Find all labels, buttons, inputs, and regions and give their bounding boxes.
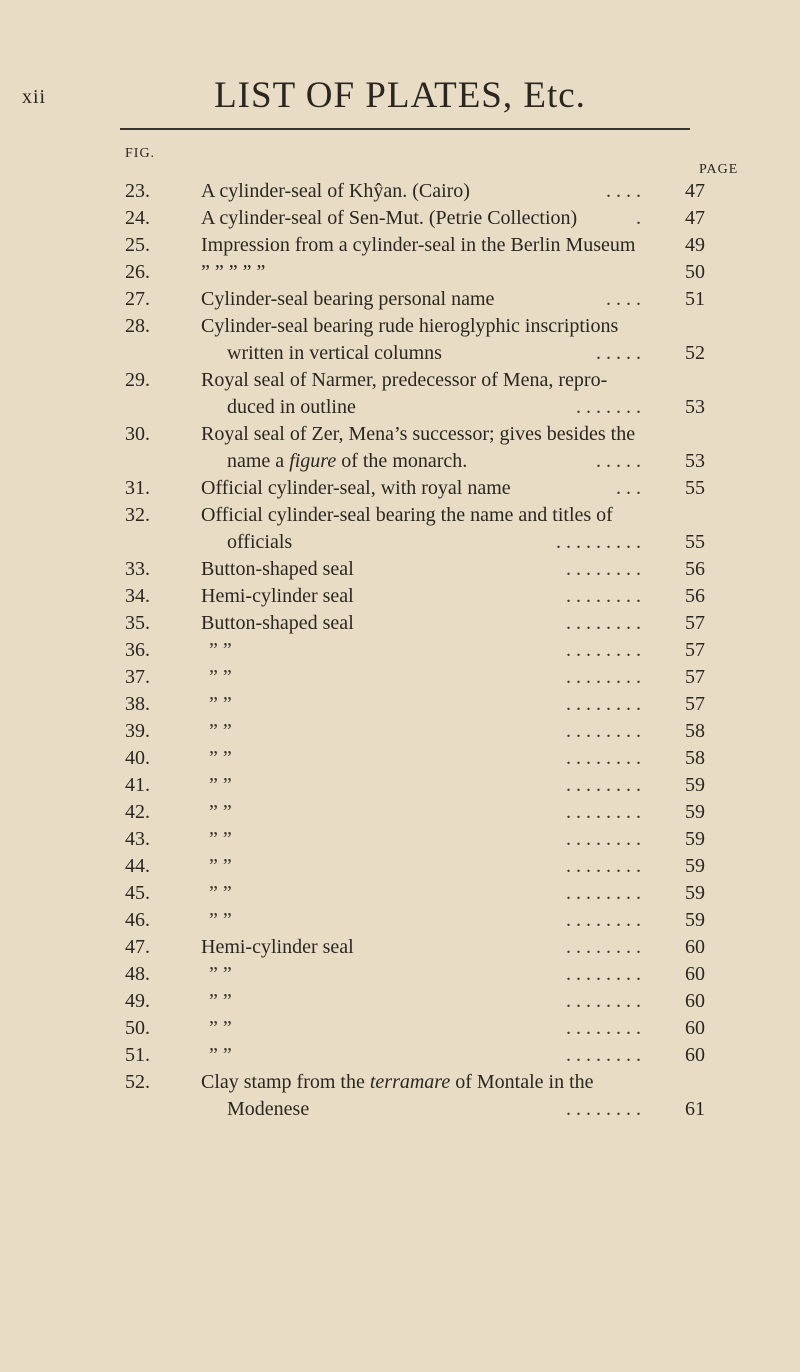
page-ref: 47 [685, 207, 705, 229]
entry-text [201, 556, 641, 583]
list-item [0, 556, 800, 583]
fig-number: 35. [125, 612, 150, 634]
entry-text [201, 961, 641, 988]
fig-number: 36. [125, 639, 150, 661]
entry-line-text: Modenese [227, 1098, 310, 1120]
page-ref: 55 [685, 477, 705, 499]
plates-list [0, 178, 800, 1123]
leader-dots: . . . . . . . . [566, 747, 641, 769]
fig-number: 23. [125, 180, 150, 202]
entry-line [201, 1096, 641, 1123]
page-number: xii [22, 86, 47, 108]
fig-column-label: FIG. [125, 146, 156, 161]
entry-line [201, 853, 641, 880]
entry-text [201, 799, 641, 826]
page-ref: 57 [685, 666, 705, 688]
entry-line-text: Official cylinder-seal, with royal name [201, 477, 511, 499]
entry-line [201, 961, 641, 988]
entry-text [201, 772, 641, 799]
fig-number: 49. [125, 990, 150, 1012]
entry-text [201, 259, 641, 286]
entry-line [201, 475, 641, 502]
fig-number: 33. [125, 558, 150, 580]
entry-text [201, 745, 641, 772]
fig-number: 41. [125, 774, 150, 796]
list-item [0, 205, 800, 232]
page-ref: 59 [685, 828, 705, 850]
leader-dots: . . . . . . . . [566, 801, 641, 823]
list-item [0, 178, 800, 205]
fig-number: 43. [125, 828, 150, 850]
list-item [0, 313, 800, 367]
entry-line [201, 1069, 641, 1096]
leader-dots: . . . . . [596, 450, 641, 472]
fig-number: 34. [125, 585, 150, 607]
list-item [0, 232, 800, 259]
fig-number: 44. [125, 855, 150, 877]
entry-text [201, 367, 641, 421]
leader-dots: . . . . . . . . [566, 882, 641, 904]
entry-text [201, 610, 641, 637]
leader-dots: . . . [616, 477, 641, 499]
fig-number: 47. [125, 936, 150, 958]
fig-number: 25. [125, 234, 150, 256]
entry-line-text: Cylinder-seal bearing personal name [201, 288, 495, 310]
entry-line [201, 718, 641, 745]
list-item [0, 286, 800, 313]
list-item [0, 826, 800, 853]
fig-number: 46. [125, 909, 150, 931]
ditto-marks: ” ” [209, 666, 232, 688]
entry-line-text: name a figure of the monarch. [227, 450, 468, 472]
page-ref: 59 [685, 909, 705, 931]
list-item [0, 799, 800, 826]
leader-dots: . . . . . . . . . [556, 531, 641, 553]
entry-line-text: Royal seal of Zer, Mena’s successor; gives besides the [201, 423, 636, 445]
entry-line-text: Official cylinder-seal bearing the name and titles of [201, 504, 613, 526]
fig-number: 31. [125, 477, 150, 499]
ditto-marks: ” ” [209, 909, 232, 931]
fig-number: 50. [125, 1017, 150, 1039]
list-item [0, 421, 800, 475]
page-ref: 59 [685, 801, 705, 823]
page-ref: 49 [685, 234, 705, 256]
leader-dots: . . . . . . . . [566, 828, 641, 850]
page-ref: 59 [685, 855, 705, 877]
entry-line [201, 1042, 641, 1069]
list-item [0, 772, 800, 799]
page-ref: 50 [685, 261, 705, 283]
list-item [0, 367, 800, 421]
fig-number: 27. [125, 288, 150, 310]
fig-number: 51. [125, 1044, 150, 1066]
page-ref: 60 [685, 1044, 705, 1066]
page-ref: 57 [685, 612, 705, 634]
fig-number: 48. [125, 963, 150, 985]
leader-dots: . . . . . . . . [566, 1017, 641, 1039]
entry-line [201, 502, 641, 529]
entry-text [201, 502, 641, 556]
entry-line [201, 907, 641, 934]
list-item [0, 664, 800, 691]
entry-line-text: A cylinder-seal of Sen-Mut. (Petrie Collection) [201, 207, 578, 229]
entry-line [201, 988, 641, 1015]
fig-number: 38. [125, 693, 150, 715]
leader-dots: . . . . . . . . [566, 963, 641, 985]
list-item [0, 1069, 800, 1123]
fig-number: 24. [125, 207, 150, 229]
leader-dots: . . . . . . . . [566, 639, 641, 661]
page-ref: 60 [685, 963, 705, 985]
fig-number: 32. [125, 504, 150, 526]
entry-line-text: Royal seal of Narmer, predecessor of Mena, repro- [201, 369, 608, 391]
list-item [0, 475, 800, 502]
page-ref: 57 [685, 639, 705, 661]
list-item [0, 1015, 800, 1042]
entry-line-text: Clay stamp from the terramare of Montale in the [201, 1071, 594, 1093]
page-ref: 59 [685, 882, 705, 904]
list-item [0, 691, 800, 718]
page-ref: 60 [685, 1017, 705, 1039]
leader-dots: . . . . . . . . [566, 855, 641, 877]
page-column-label: PAGE [699, 162, 739, 177]
entry-text [201, 826, 641, 853]
entry-text [201, 691, 641, 718]
list-item [0, 853, 800, 880]
ditto-marks: ” ” [209, 693, 232, 715]
entry-text [201, 205, 641, 232]
leader-dots: . . . . . . . . [566, 585, 641, 607]
list-item [0, 961, 800, 988]
entry-text [201, 1015, 641, 1042]
ditto-marks: ” ” [209, 882, 232, 904]
page-ref: 56 [685, 558, 705, 580]
list-item [0, 880, 800, 907]
fig-number: 39. [125, 720, 150, 742]
leader-dots: . . . . . [596, 342, 641, 364]
list-item [0, 988, 800, 1015]
entry-line [201, 826, 641, 853]
fig-number: 29. [125, 369, 150, 391]
entry-line-text: ” ” ” ” ” [201, 261, 266, 283]
ditto-marks: ” ” [209, 855, 232, 877]
leader-dots: . . . . . . . . [566, 1044, 641, 1066]
entry-text [201, 421, 641, 475]
entry-text [201, 286, 641, 313]
entry-line-text: Impression from a cylinder-seal in the Berlin Museum [201, 234, 636, 256]
entry-text [201, 583, 641, 610]
entry-text [201, 934, 641, 961]
page-ref: 53 [685, 396, 705, 418]
running-head: LIST OF PLATES, Etc. [214, 75, 586, 116]
page-ref: 58 [685, 720, 705, 742]
entry-line [201, 421, 641, 448]
entry-line [201, 637, 641, 664]
entry-text [201, 1069, 641, 1123]
entry-line [201, 583, 641, 610]
entry-line [201, 745, 641, 772]
page-ref: 56 [685, 585, 705, 607]
leader-dots: . . . . . . . . [566, 774, 641, 796]
entry-line [201, 313, 641, 340]
entry-line [201, 232, 641, 259]
page-ref: 55 [685, 531, 705, 553]
list-item [0, 610, 800, 637]
leader-dots: . . . . [606, 180, 641, 202]
leader-dots: . . . . . . . . [566, 693, 641, 715]
entry-line [201, 286, 641, 313]
page-ref: 47 [685, 180, 705, 202]
page-ref: 61 [685, 1098, 705, 1120]
entry-text [201, 880, 641, 907]
page-ref: 53 [685, 450, 705, 472]
fig-number: 42. [125, 801, 150, 823]
entry-text [201, 178, 641, 205]
list-item [0, 718, 800, 745]
entry-line-text: Button-shaped seal [201, 558, 354, 580]
entry-line [201, 340, 641, 367]
leader-dots: . . . . . . . . [566, 909, 641, 931]
entry-line [201, 259, 641, 286]
list-item [0, 934, 800, 961]
entry-line-text: written in vertical columns [227, 342, 442, 364]
entry-line-text: Button-shaped seal [201, 612, 354, 634]
entry-line [201, 880, 641, 907]
header-rule [120, 128, 690, 130]
fig-number: 40. [125, 747, 150, 769]
fig-number: 26. [125, 261, 150, 283]
list-item [0, 907, 800, 934]
entry-line [201, 448, 641, 475]
list-item [0, 502, 800, 556]
entry-line-text: Cylinder-seal bearing rude hieroglyphic inscriptions [201, 315, 619, 337]
entry-line [201, 934, 641, 961]
entry-line-text: Hemi-cylinder seal [201, 585, 354, 607]
entry-line [201, 1015, 641, 1042]
fig-number: 52. [125, 1071, 150, 1093]
ditto-marks: ” ” [209, 963, 232, 985]
leader-dots: . . . . . . . . [566, 720, 641, 742]
entry-text [201, 907, 641, 934]
entry-line [201, 529, 641, 556]
entry-text [201, 664, 641, 691]
italic-term: figure [289, 450, 337, 472]
entry-text [201, 475, 641, 502]
leader-dots: . [636, 207, 641, 229]
italic-term: terramare [369, 1071, 451, 1093]
entry-text [201, 313, 641, 367]
fig-number: 30. [125, 423, 150, 445]
entry-line-text: Hemi-cylinder seal [201, 936, 354, 958]
ditto-marks: ” ” [209, 1017, 232, 1039]
list-item [0, 259, 800, 286]
list-item [0, 637, 800, 664]
leader-dots: . . . . . . . . [566, 1098, 641, 1120]
entry-text [201, 718, 641, 745]
entry-text [201, 637, 641, 664]
leader-dots: . . . . . . . . [566, 558, 641, 580]
entry-line [201, 691, 641, 718]
fig-number: 28. [125, 315, 150, 337]
entry-line [201, 178, 641, 205]
fig-number: 37. [125, 666, 150, 688]
leader-dots: . . . . . . . [576, 396, 641, 418]
entry-line [201, 799, 641, 826]
page-ref: 57 [685, 693, 705, 715]
ditto-marks: ” ” [209, 774, 232, 796]
page-ref: 60 [685, 990, 705, 1012]
entry-line-text: duced in outline [227, 396, 356, 418]
entry-text [201, 853, 641, 880]
ditto-marks: ” ” [209, 990, 232, 1012]
entry-line [201, 367, 641, 394]
page-ref: 58 [685, 747, 705, 769]
ditto-marks: ” ” [209, 828, 232, 850]
entry-line-text: officials [227, 531, 293, 553]
entry-text [201, 232, 641, 259]
entry-line [201, 664, 641, 691]
entry-line [201, 556, 641, 583]
entry-line [201, 772, 641, 799]
ditto-marks: ” ” [209, 747, 232, 769]
entry-line [201, 394, 641, 421]
ditto-marks: ” ” [209, 1044, 232, 1066]
entry-line [201, 205, 641, 232]
ditto-marks: ” ” [209, 639, 232, 661]
page-ref: 59 [685, 774, 705, 796]
page-ref: 51 [685, 288, 705, 310]
list-item [0, 745, 800, 772]
entry-text [201, 1042, 641, 1069]
leader-dots: . . . . [606, 288, 641, 310]
leader-dots: . . . . . . . . [566, 612, 641, 634]
list-item [0, 1042, 800, 1069]
entry-line-text: A cylinder-seal of Khŷan. (Cairo) [201, 180, 470, 202]
entry-text [201, 988, 641, 1015]
fig-number: 45. [125, 882, 150, 904]
page-ref: 52 [685, 342, 705, 364]
list-item [0, 583, 800, 610]
page-ref: 60 [685, 936, 705, 958]
leader-dots: . . . . . . . . [566, 936, 641, 958]
entry-line [201, 610, 641, 637]
leader-dots: . . . . . . . . [566, 990, 641, 1012]
ditto-marks: ” ” [209, 801, 232, 823]
leader-dots: . . . . . . . . [566, 666, 641, 688]
ditto-marks: ” ” [209, 720, 232, 742]
